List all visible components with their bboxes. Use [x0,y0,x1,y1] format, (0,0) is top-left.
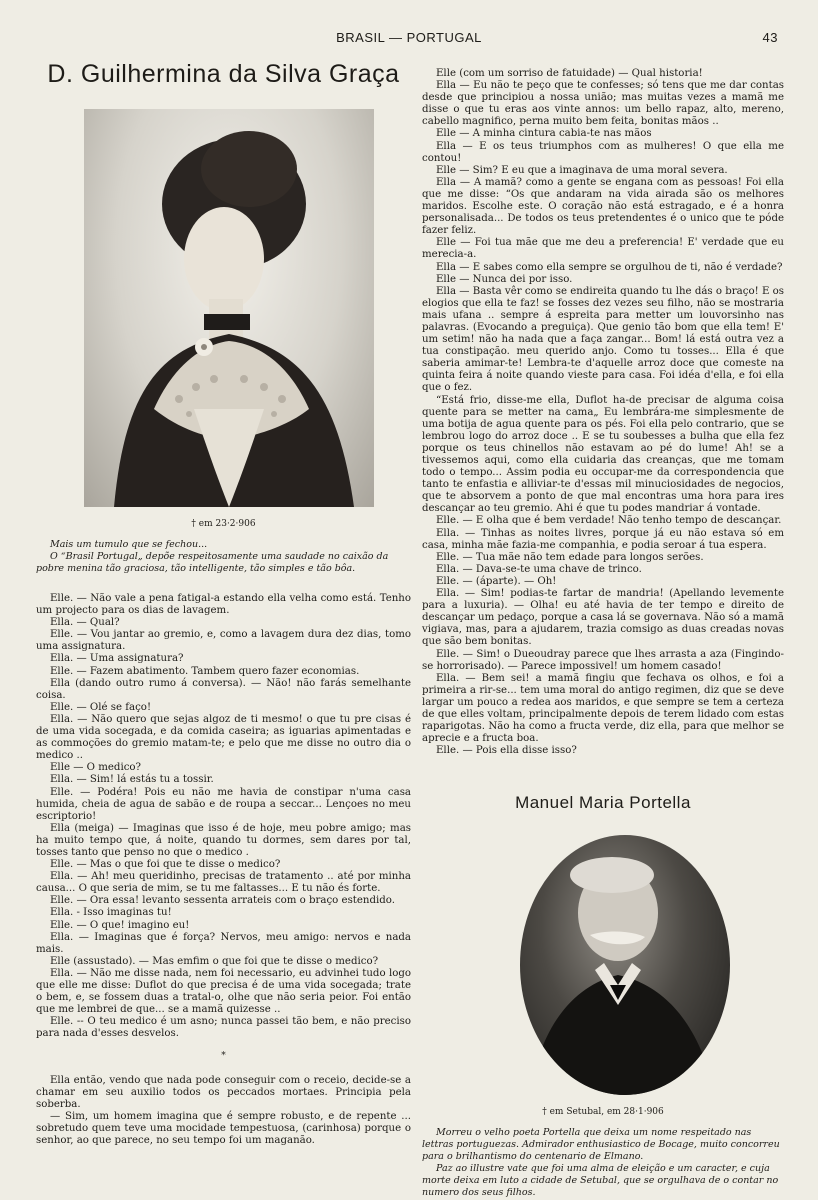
portrait-photo [520,835,730,1095]
paragraph: Elle (assustado). — Mas emfim o que foi que te disse o medico? [50,955,379,967]
paragraph: Elle — Nunca dei por isso. [436,273,573,285]
paragraph: Elle. — O que! imagino eu! [50,919,190,931]
paragraph: Ella — A mamã? como a gente se engana com as pessoas! Foi ella que me disse: “Os que andaram na vida airada são os melhores maridos. Escolhe este. O coração não está estragado, e é a honra personalisada... De todos os teus pretendentes é o unico que te póde fazer feliz. [422,176,784,237]
paragraph: Elle. — Pois ella disse isso? [436,745,577,757]
paragraph: Elle — Foi tua mãe que me deu a preferencia! E' verdade que eu merecia-a. [422,237,784,261]
paragraph: Elle — Sim? E eu que a imaginava de uma moral severa. [436,164,728,176]
photo-caption [36,539,411,575]
paragraph: Ella. — Não quero que sejas algoz de ti mesmo! o que tu pre cisas é de uma vida socegada, e da comida caseira; as iguarias apimentadas e as commoções do gremio matam-te; e pelo que me disse no outro dia o medico .. [36,713,411,762]
paragraph: Ella. — Uma assignatura? [50,653,184,665]
paragraph: Ella (meiga) — Imaginas que isso é de hoje, meu pobre amigo; mas ha muito tempo que, á noite, quando tu dormes, sem dares por tal, tosses tanto que penso no que o medico . [36,822,411,858]
paragraph: Ella. — Sim! podias-te fartar de mandria! (Apellando levemente para a luxuria). — Olha! eu até havia de ter tempo e direito de descançar um pedaço, porque a casa lá se governava. Não só a mamã vigiava, mas, para a ajudarem, trazia comsigo as duas creadas novas que são bem bonitas. [422,588,784,648]
paragraph: “Está frio, disse-me ella, Duflot ha-de precisar de alguma coisa quente para se metter na cama„ Eu lembrára-me simplesmente de uma botija de agua quente para os pés. Foi ella pelo contrario, que se lembrou logo do arroz doce .. E se tu soubesses a bulha que ella fez porque os teus chinellos não estavam ao pé do lume! Ah! se a tivessemos aqui, como ella cuidaria das creanças, que me tomam todo o tempo... Assim podia eu occupar-me da correspondencia que tanto te enfastia e alliviar-te d'essas mil minuciosidades de negocios, que te absorvem a ponto de que mal encontras uma hora para ires descançar ao teu gremio. Ahi é que tu podes mandriar á vontade. [422,394,784,515]
paragraph: Elle. — Podéra! Pois eu não me havia de constipar n'uma casa humida, cheia de agua de sabão e de roupa a seccar... Lençoes no meu escriptorio! [36,786,411,822]
paragraph: Ella. — Qual? [50,617,120,629]
caption-line: Mais um tumulo que se fechou... [50,539,208,550]
death-date: † em 23·2·906 [191,519,256,529]
article-heading: Manuel Maria Portella [515,793,691,813]
dialogue-text-continued [422,68,784,757]
paragraph: Ella. — Bem sei! a mamã fingiu que fechava os olhos, e foi a primeira a rir-se... tem uma moral do antigo regimen, diz que se deve largar um pouco a redea aos maridos, e que sempre se tem a certeza de que elles voltam, principalmente depois de terem lidado com estas raparigotas. Não ha como a fructa verde, diz ella, para que melhor se aprecie e a fructa boa. [422,672,784,745]
paragraph: Elle. — Fazem abatimento. Tambem quero fazer economias. [50,665,360,677]
photo-caption [422,1127,784,1199]
paragraph: Elle. -- O teu medico é um asno; nunca passei tão bem, e não preciso para nada d'esses desvelos. [36,1016,411,1040]
paragraph: Elle. — Mas o que foi que te disse o medico? [50,859,281,871]
paragraph: Elle (com um sorriso de fatuidade) — Qual historia! [436,68,703,79]
paragraph: Elle. — Tua mãe não tem edade para longos serões. [436,551,704,563]
portrait-illustration [84,109,374,507]
paragraph: Elle — A minha cintura cabia-te nas mãos [436,128,652,140]
paragraph: Ella — E sabes como ella sempre se orgulhou de ti, não é verdade? [436,261,783,273]
paragraph: Elle. — Sim! o Dueoudray parece que lhes arrasta a aza (Fingindo-se horrorisado). — Parece impossivel! um homem casado! [422,648,784,672]
left-column [36,60,411,1147]
portrait-photo [84,109,374,507]
paragraph: Elle. — Ora essa! levanto sessenta arrateis com o braço estendido. [50,895,395,907]
paragraph: Elle. — E olha que é bem verdade! Não tenho tempo de descançar. [436,515,782,527]
caption-line: Paz ao illustre vate que foi uma alma de eleição e um caracter, e cuja morte deixa em luto a cidade de Setubal, que se orgulhava de o contar no numero dos seus filhos. [422,1163,779,1199]
paragraph: Ella — Eu não te peço que te confesses; só tens que me dar contas desde que principiou a nossa união; mas muitas vezes a mamã me disse o que tu eras aos vinte annos: um bello rapaz, alto, mereno, cabello magnifico, perna muito bem feita, bonitas mãos .. [422,80,784,128]
paragraph: Ella então, vendo que nada pode conseguir com o receio, decide-se a chamar em seu auxilio todos os peccados mortaes. Principia pela soberba. [36,1074,411,1110]
paragraph: Ella (dando outro rumo á conversa). — Não! não farás semelhante coisa. [36,677,411,701]
paragraph: Elle. — (áparte). — Oh! [436,575,557,587]
paragraph: Elle. — Vou jantar ao gremio, e, como a lavagem dura dez dias, tomo uma assignatura. [36,629,411,653]
paragraph: Ella. — Imaginas que é força? Nervos, meu amigo: nervos e nada mais. [36,931,411,955]
paragraph: Ella. — Sim! lá estás tu a tossir. [50,774,214,786]
dialogue-text [36,593,411,1147]
paragraph: Ella. — Ah! meu queridinho, precisas de tratamento .. até por minha causa... O que seria de mim, se tu me faltasses... E tu não és forte. [36,871,411,895]
paragraph: Elle — O medico? [50,762,142,774]
running-title: BRASIL — PORTUGAL [336,30,482,45]
paragraph: Elle. — Olé se faço! [50,701,152,713]
section-separator: * [221,1051,226,1062]
paragraph: Ella — E os teus triumphos com as mulheres! O que ella me contou! [422,140,784,164]
article-heading: D. Guilhermina da Silva Graça [47,60,400,88]
page-number: 43 [762,30,778,45]
paragraph: Ella. - Isso imaginas tu! [50,907,172,919]
right-column [422,68,784,1199]
portrait-illustration [520,835,730,1095]
caption-line: O “Brasil Portugal„ depõe respeitosamente uma saudade no caixão da pobre menina tão graciosa, tão intelligente, tão simples e tão bôa. [36,551,389,574]
death-date: † em Setubal, em 28·1·906 [542,1107,664,1118]
paragraph: Ella. — Não me disse nada, nem foi necessario, eu advinhei tudo logo que elle me disse: Duflot do que precisa é de uma vida socegada; trate o bem, e, se fossem duas a tratal-o, olhe que não seria peior. Foi então que me lembrei de que... se a mamã quizesse .. [36,967,411,1016]
paragraph: Ella. — Dava-se-te uma chave de trinco. [436,563,642,575]
paragraph: Ella. — Tinhas as noites livres, porque já eu não estava só em casa, minha mãe fazia-me companhia, e podia seroar á tua espera. [422,527,784,551]
caption-line: Morreu o velho poeta Portella que deixa um nome respeitado nas lettras portuguezas. Admirador enthusiastico de Bocage, muito concorreu para o brilhantismo do centenario de Elmano. [422,1127,780,1163]
paragraph: Elle. — Não vale a pena fatigal-a estando ella velha como está. Tenho um projecto para os dias de lavagem. [36,593,411,617]
paragraph: Ella — Basta vêr como se endireita quando tu lhe dás o braço! E os elogios que ella te faz! se fosses dez vezes seu filho, não se mostraria mais ufana .. sempre á espreita para metter um louvorsinho nas palavras. (Evocando a preguiça). Que genio tão bom que ella tem! E' um setim! não ha nada que a faça zangar... Bom! lá está outra vez a tua constipação. meu querido anjo. Como tu tosses... Ella é que saberia amimar-te! Lembra-te d'aquelle arroz doce que comeste na quinta feira á noite quando vieste para casa. Foi idéa d'ella, e foi ella que o fez. [422,285,784,394]
paragraph: — Sim, um homem imagina que é sempre robusto, e de repente ... sobretudo quem teve uma mocidade tempestuosa, (carinhosa) porque o senhor, ao que parece, no seu tempo foi um maganão. [36,1110,411,1147]
